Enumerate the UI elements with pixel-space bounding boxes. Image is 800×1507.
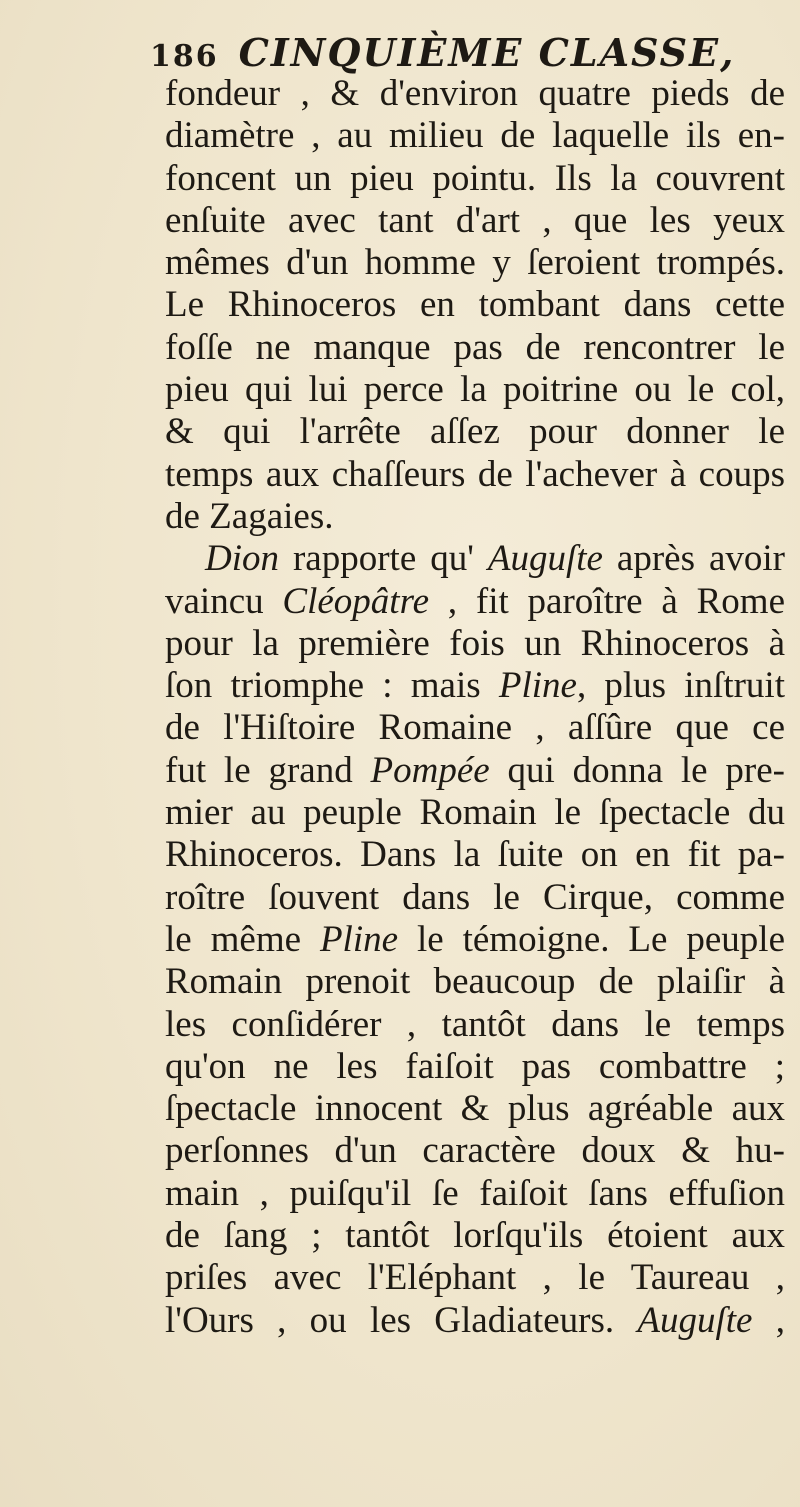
page-number: 186 bbox=[150, 39, 219, 74]
text-segment: fut le grand bbox=[165, 749, 371, 791]
text-segment: de l'Hiſtoire Romaine , aſſûre que ce bbox=[165, 707, 785, 749]
text-segment: & qui l'arrête aſſez pour donner le bbox=[165, 411, 785, 453]
text-line bbox=[165, 115, 785, 157]
text-segment: , plus inſtruit bbox=[576, 665, 785, 707]
text-line bbox=[165, 158, 785, 200]
text-line bbox=[165, 1130, 785, 1172]
body-text bbox=[165, 73, 785, 1342]
text-segment: les conſidérer , tantôt dans le temps bbox=[165, 1003, 785, 1045]
text-segment: ſon triomphe : mais bbox=[165, 665, 499, 707]
text-segment: , fit paroître à Rome bbox=[429, 580, 785, 622]
text-segment: rapporte qu' bbox=[279, 538, 488, 580]
text-line bbox=[165, 200, 785, 242]
text-line bbox=[165, 665, 785, 707]
italic-name: Dion bbox=[205, 538, 279, 580]
italic-name: Auguſte bbox=[637, 1299, 753, 1341]
text-segment: foncent un pieu pointu. Ils la couvrent bbox=[165, 157, 785, 199]
text-line bbox=[165, 242, 785, 284]
text-line bbox=[165, 1088, 785, 1130]
text-segment: perſonnes d'un caractère doux & hu- bbox=[165, 1130, 785, 1172]
text-segment: Romain prenoit beaucoup de plaiſir à bbox=[165, 961, 785, 1003]
text-line bbox=[165, 538, 785, 580]
text-segment: le témoigne. Le peuple bbox=[398, 918, 785, 960]
text-segment: ſpectacle innocent & plus agréable aux bbox=[165, 1088, 785, 1130]
text-line bbox=[165, 1300, 785, 1342]
text-line bbox=[165, 1046, 785, 1088]
text-line bbox=[165, 877, 785, 919]
text-line bbox=[165, 1257, 785, 1299]
text-segment: temps aux chaſſeurs de l'achever à coups bbox=[165, 453, 785, 495]
text-segment: de ſang ; tantôt lorſqu'ils étoient aux bbox=[165, 1215, 785, 1257]
text-segment: de Zagaies. bbox=[165, 495, 334, 537]
text-line bbox=[165, 834, 785, 876]
text-line bbox=[165, 73, 785, 115]
text-line bbox=[165, 284, 785, 326]
italic-name: Pline bbox=[498, 665, 577, 707]
italic-name: Pline bbox=[319, 918, 399, 960]
text-segment: , bbox=[752, 1299, 786, 1341]
text-segment: vaincu bbox=[165, 580, 283, 622]
italic-name: Auguſte bbox=[487, 538, 603, 580]
text-line bbox=[165, 327, 785, 369]
text-segment: mier au peuple Romain le ſpectacle du bbox=[165, 792, 785, 834]
text-line bbox=[165, 1173, 785, 1215]
text-line bbox=[165, 792, 785, 834]
italic-name: Cléopâtre bbox=[282, 580, 430, 622]
text-segment: qui donna le pre- bbox=[489, 749, 785, 791]
text-segment: pour la première fois un Rhinoceros à bbox=[165, 622, 785, 664]
text-segment: Le Rhinoceros en tombant dans cette bbox=[165, 284, 785, 326]
text-line bbox=[165, 411, 785, 453]
text-segment: fondeur , & d'environ quatre pieds de bbox=[165, 73, 785, 114]
text-line bbox=[165, 369, 785, 411]
italic-name: Pompée bbox=[370, 749, 490, 791]
text-segment: après avoir bbox=[602, 538, 785, 580]
text-segment: qu'on ne les faiſoit pas combattre ; bbox=[165, 1045, 785, 1087]
text-line bbox=[165, 750, 785, 792]
text-segment: priſes avec l'Eléphant , le Taureau , bbox=[165, 1257, 785, 1299]
text-segment: Rhinoceros. Dans la ſuite on en fit pa- bbox=[165, 834, 785, 876]
text-segment: roître ſouvent dans le Cirque, comme bbox=[165, 876, 785, 918]
text-segment: enſuite avec tant d'art , que les yeux bbox=[165, 199, 785, 241]
text-line bbox=[165, 961, 785, 1003]
text-segment: pieu qui lui perce la poitrine ou le col, bbox=[165, 369, 785, 411]
text-line bbox=[165, 496, 785, 538]
text-line bbox=[165, 919, 785, 961]
text-line bbox=[165, 707, 785, 749]
text-segment: mêmes d'un homme y ſeroient trompés. bbox=[165, 242, 785, 284]
text-line bbox=[165, 454, 785, 496]
text-line bbox=[165, 1215, 785, 1257]
text-segment: diamètre , au milieu de laquelle ils en- bbox=[165, 115, 785, 157]
text-segment: main , puiſqu'il ſe faiſoit ſans effuſion bbox=[165, 1172, 785, 1214]
text-line bbox=[165, 623, 785, 665]
running-title: CINQUIÈME CLASSE, bbox=[238, 30, 736, 75]
text-line bbox=[165, 1004, 785, 1046]
text-segment: foſſe ne manque pas de rencontrer le bbox=[165, 326, 785, 368]
text-line bbox=[165, 581, 785, 623]
text-segment: l'Ours , ou les Gladiateurs. bbox=[165, 1299, 638, 1341]
text-segment: le même bbox=[165, 918, 320, 960]
